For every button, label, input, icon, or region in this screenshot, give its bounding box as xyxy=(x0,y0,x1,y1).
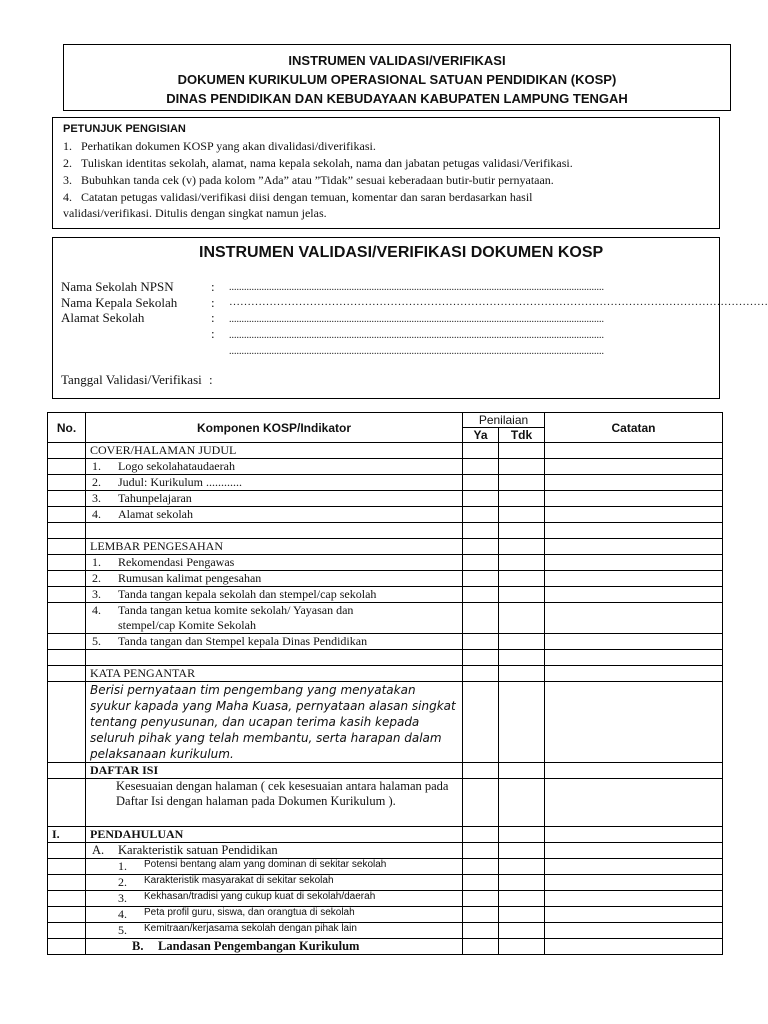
item-number: 2. xyxy=(92,571,101,585)
notes-cell[interactable] xyxy=(545,443,723,459)
section-intro-title: PENDAHULUAN xyxy=(86,827,463,843)
table-row xyxy=(48,859,723,875)
section-approval-title: LEMBAR PENGESAHAN xyxy=(86,539,463,555)
sub-letter: A. xyxy=(92,843,105,857)
check-tdk[interactable] xyxy=(499,475,545,491)
item-number: 3. xyxy=(92,587,101,601)
validation-table xyxy=(47,412,723,955)
check-ya[interactable] xyxy=(463,859,499,875)
check-ya[interactable] xyxy=(463,682,499,763)
notes-cell[interactable] xyxy=(545,603,723,634)
instruction-item xyxy=(63,189,709,206)
table-row xyxy=(48,555,723,571)
check-tdk[interactable] xyxy=(499,875,545,891)
check-tdk[interactable] xyxy=(499,907,545,923)
item-text: Peta profil guru, siswa, dan orangtua di sekolah xyxy=(144,907,355,918)
check-ya[interactable] xyxy=(463,907,499,923)
item-number: 3. xyxy=(118,891,127,905)
header-line-3: DINAS PENDIDIKAN DAN KEBUDAYAAN KABUPATEN LAMPUNG TENGAH xyxy=(166,91,628,106)
check-tdk[interactable] xyxy=(499,891,545,907)
instruction-text-continued: validasi/verifikasi. Ditulis dengan singkat namun jelas. xyxy=(63,206,327,220)
instruction-item xyxy=(63,138,709,155)
item-number: 1. xyxy=(92,459,101,473)
item-number: 5. xyxy=(92,634,101,648)
check-ya[interactable] xyxy=(463,491,499,507)
check-tdk[interactable] xyxy=(499,539,545,555)
notes-cell[interactable] xyxy=(545,891,723,907)
notes-cell[interactable] xyxy=(545,539,723,555)
item-number: 3. xyxy=(92,491,101,505)
check-ya[interactable] xyxy=(463,507,499,523)
table-row xyxy=(48,443,723,459)
notes-cell[interactable] xyxy=(545,459,723,475)
sub-title: Karakteristik satuan Pendidikan xyxy=(118,843,278,857)
table-row xyxy=(48,843,723,859)
item-text: Tanda tangan ketua komite sekolah/ Yayasan dan xyxy=(118,603,354,617)
check-tdk[interactable] xyxy=(499,859,545,875)
header-line-1: INSTRUMEN VALIDASI/VERIFIKASI xyxy=(288,53,506,68)
check-ya[interactable] xyxy=(463,603,499,634)
check-tdk[interactable] xyxy=(499,650,545,666)
check-ya[interactable] xyxy=(463,634,499,650)
table-row xyxy=(48,571,723,587)
notes-cell[interactable] xyxy=(545,827,723,843)
instruction-number: 1. xyxy=(63,139,72,153)
notes-cell[interactable] xyxy=(545,571,723,587)
check-ya[interactable] xyxy=(463,475,499,491)
item-text: Karakteristik masyarakat di sekitar sekolah xyxy=(144,875,334,886)
item-text: Alamat sekolah xyxy=(118,507,193,521)
toc-description: Kesesuaian dengan halaman ( cek kesesuaian antara halaman pada Daftar Isi dengan halaman pada Dokumen Kurikulum ). xyxy=(86,779,463,827)
check-ya[interactable] xyxy=(463,571,499,587)
check-ya[interactable] xyxy=(463,650,499,666)
table-row xyxy=(48,779,723,827)
table-row xyxy=(48,891,723,907)
instruction-number: 3. xyxy=(63,173,72,187)
item-number: 4. xyxy=(92,507,101,521)
foreword-description: Berisi pernyataan tim pengembang yang menyatakan syukur kapada yang Maha Kuasa, pernyataan alasan singkat tentang penyusunan, dan ucapan terima kasih kepada seluruh pihak yang telah membantu, serta harapan dalam pelaksanaan kurikulum. xyxy=(86,682,463,763)
check-tdk[interactable] xyxy=(499,603,545,634)
check-ya[interactable] xyxy=(463,779,499,827)
item-text: Logo sekolahataudaerah xyxy=(118,459,235,473)
instruction-number: 2. xyxy=(63,156,72,170)
instruction-text: Bubuhkan tanda cek (v) pada kolom ”Ada” atau ”Tidak” sesuai keberadaan butir-butir pernyataan. xyxy=(81,173,554,187)
colon: : xyxy=(211,310,215,325)
notes-cell[interactable] xyxy=(545,475,723,491)
item-text: Rekomendasi Pengawas xyxy=(118,555,235,569)
document-header xyxy=(63,44,731,111)
colon: : xyxy=(211,295,215,310)
school-name-row xyxy=(61,279,215,295)
notes-cell[interactable] xyxy=(545,923,723,939)
item-text: Rumusan kalimat pengesahan xyxy=(118,571,262,585)
instruction-text: Tuliskan identitas sekolah, alamat, nama kepala sekolah, nama dan jabatan petugas validasi/Verifikasi. xyxy=(81,156,573,170)
header-tdk: Tdk xyxy=(499,428,545,443)
table-row-empty xyxy=(48,523,723,539)
header-line-2: DOKUMEN KURIKULUM OPERASIONAL SATUAN PENDIDIKAN (KOSP) xyxy=(177,72,617,87)
notes-cell[interactable] xyxy=(545,523,723,539)
notes-cell[interactable] xyxy=(545,907,723,923)
check-tdk[interactable] xyxy=(499,923,545,939)
table-row xyxy=(48,539,723,555)
item-text: Tahunpelajaran xyxy=(118,491,192,505)
check-tdk[interactable] xyxy=(499,459,545,475)
check-tdk[interactable] xyxy=(499,507,545,523)
instructions-heading: PETUNJUK PENGISIAN xyxy=(63,123,186,135)
table-row xyxy=(48,507,723,523)
notes-cell[interactable] xyxy=(545,859,723,875)
check-ya[interactable] xyxy=(463,666,499,682)
check-ya[interactable] xyxy=(463,539,499,555)
check-tdk[interactable] xyxy=(499,843,545,859)
check-tdk[interactable] xyxy=(499,779,545,827)
check-tdk[interactable] xyxy=(499,555,545,571)
item-text: Kemitraan/kerjasama sekolah dengan pihak lain xyxy=(144,923,357,934)
header-notes: Catatan xyxy=(545,413,723,443)
item-text: Judul: Kurikulum ............ xyxy=(118,475,243,489)
table-row xyxy=(48,939,723,955)
check-tdk[interactable] xyxy=(499,634,545,650)
instruction-item xyxy=(63,155,709,172)
item-number: 5. xyxy=(118,923,127,937)
notes-cell[interactable] xyxy=(545,650,723,666)
check-tdk[interactable] xyxy=(499,939,545,955)
table-row xyxy=(48,875,723,891)
table-row xyxy=(48,587,723,603)
check-tdk[interactable] xyxy=(499,666,545,682)
check-ya[interactable] xyxy=(463,523,499,539)
check-tdk[interactable] xyxy=(499,443,545,459)
table-row-empty xyxy=(48,650,723,666)
address-field-2[interactable]: ...................................................................................................................................................... xyxy=(229,330,604,341)
check-ya[interactable] xyxy=(463,587,499,603)
check-ya[interactable] xyxy=(463,459,499,475)
address-field-3[interactable]: ...................................................................................................................................................... xyxy=(229,346,604,357)
check-ya[interactable] xyxy=(463,827,499,843)
address-row xyxy=(61,310,215,326)
header-component: Komponen KOSP/Indikator xyxy=(86,413,463,443)
address-label: Alamat Sekolah xyxy=(61,310,145,325)
notes-cell[interactable] xyxy=(545,843,723,859)
notes-cell[interactable] xyxy=(545,939,723,955)
item-text-continued: stempel/cap Komite Sekolah xyxy=(118,618,256,632)
notes-cell[interactable] xyxy=(545,682,723,763)
check-ya[interactable] xyxy=(463,443,499,459)
item-text: Potensi bentang alam yang dominan di sekitar sekolah xyxy=(144,859,387,870)
school-name-label: Nama Sekolah NPSN xyxy=(61,279,174,294)
notes-cell[interactable] xyxy=(545,587,723,603)
table-row xyxy=(48,763,723,779)
notes-cell[interactable] xyxy=(545,507,723,523)
notes-cell[interactable] xyxy=(545,666,723,682)
header-yes: Ya xyxy=(463,428,499,443)
check-ya[interactable] xyxy=(463,555,499,571)
item-number: 2. xyxy=(118,875,127,889)
check-ya[interactable] xyxy=(463,763,499,779)
check-tdk[interactable] xyxy=(499,571,545,587)
section-toc-title: DAFTAR ISI xyxy=(86,763,463,779)
table-row xyxy=(48,603,723,634)
notes-cell[interactable] xyxy=(545,875,723,891)
item-text: Kekhasan/tradisi yang cukup kuat di sekolah/daerah xyxy=(144,891,376,902)
item-number: 2. xyxy=(92,475,101,489)
section-number: I. xyxy=(48,827,86,843)
school-name-field[interactable]: ...................................................................................................................................................... xyxy=(229,282,604,293)
table-row xyxy=(48,475,723,491)
table-row xyxy=(48,459,723,475)
head-name-row xyxy=(61,295,215,311)
head-name-field[interactable]: ………………………………………………………………………………………………………………………………… xyxy=(229,296,768,308)
head-name-label: Nama Kepala Sekolah xyxy=(61,295,178,310)
date-row xyxy=(61,372,213,388)
item-text: Tanda tangan kepala sekolah dan stempel/cap sekolah xyxy=(118,587,377,601)
colon: : xyxy=(211,279,215,294)
table-row xyxy=(48,827,723,843)
check-tdk[interactable] xyxy=(499,491,545,507)
section-foreword-title: KATA PENGANTAR xyxy=(86,666,463,682)
header-no: No. xyxy=(48,413,86,443)
instruction-text: Perhatikan dokumen KOSP yang akan divalidasi/diverifikasi. xyxy=(81,139,376,153)
address-field-1[interactable]: ...................................................................................................................................................... xyxy=(229,314,604,325)
table-row xyxy=(48,923,723,939)
table-row xyxy=(48,666,723,682)
check-ya[interactable] xyxy=(463,891,499,907)
instruction-number: 4. xyxy=(63,190,72,204)
date-label: Tanggal Validasi/Verifikasi xyxy=(61,372,202,387)
header-assessment: Penilaian xyxy=(463,413,545,428)
item-number: 4. xyxy=(118,907,127,921)
instruction-text: Catatan petugas validasi/verifikasi diisi dengan temuan, komentar dan saran berdasarkan hasil xyxy=(81,190,533,204)
identity-form xyxy=(52,237,768,399)
table-header-row xyxy=(48,413,723,428)
notes-cell[interactable] xyxy=(545,491,723,507)
instruction-item xyxy=(63,172,709,189)
notes-cell[interactable] xyxy=(545,634,723,650)
section-cover-title: COVER/HALAMAN JUDUL xyxy=(86,443,463,459)
item-number: 4. xyxy=(92,603,101,617)
table-row xyxy=(48,682,723,763)
sub-title: Landasan Pengembangan Kurikulum xyxy=(158,939,360,953)
check-tdk[interactable] xyxy=(499,827,545,843)
item-text: Tanda tangan dan Stempel kepala Dinas Pendidikan xyxy=(118,634,368,648)
notes-cell[interactable] xyxy=(545,763,723,779)
notes-cell[interactable] xyxy=(545,779,723,827)
table-row xyxy=(48,634,723,650)
item-number: 1. xyxy=(118,859,127,873)
check-tdk[interactable] xyxy=(499,523,545,539)
check-tdk[interactable] xyxy=(499,763,545,779)
colon: : xyxy=(211,326,215,341)
check-tdk[interactable] xyxy=(499,682,545,763)
form-title: INSTRUMEN VALIDASI/VERIFIKASI DOKUMEN KOSP xyxy=(199,244,604,261)
instructions-box xyxy=(52,117,720,229)
sub-letter: B. xyxy=(132,939,144,953)
check-ya[interactable] xyxy=(463,923,499,939)
colon: : xyxy=(208,372,213,387)
table-row xyxy=(48,907,723,923)
notes-cell[interactable] xyxy=(545,555,723,571)
table-row xyxy=(48,491,723,507)
check-ya[interactable] xyxy=(463,875,499,891)
check-ya[interactable] xyxy=(463,843,499,859)
check-ya[interactable] xyxy=(463,939,499,955)
item-number: 1. xyxy=(92,555,101,569)
check-tdk[interactable] xyxy=(499,587,545,603)
